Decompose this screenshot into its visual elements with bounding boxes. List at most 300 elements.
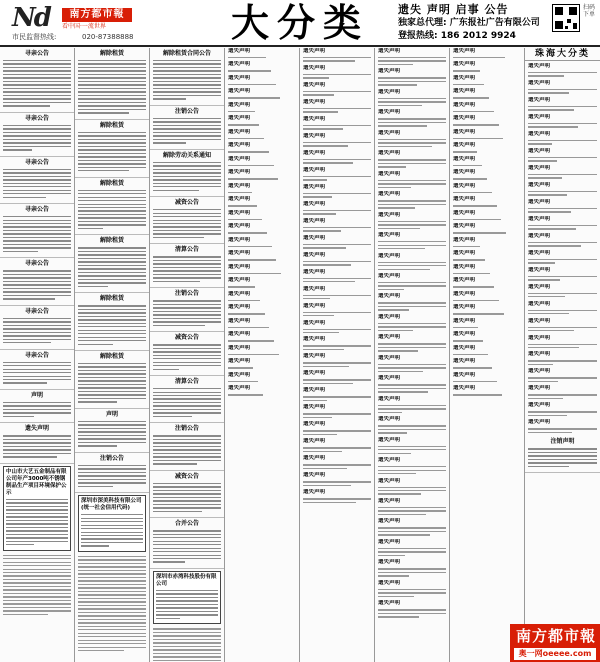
body-text [153, 435, 221, 464]
body-text [528, 360, 597, 365]
body-text [528, 123, 597, 128]
entry-label: 遗失声明 [303, 217, 326, 224]
notice-title: 注销公告 [174, 107, 199, 115]
lost-notice-entry [375, 293, 449, 313]
notice-title: 清算公告 [174, 378, 199, 386]
body-text [78, 60, 146, 114]
lost-notice-entry [225, 318, 299, 331]
entry-label: 遗失声明 [453, 344, 476, 351]
entry-label: 遗失声明 [528, 385, 551, 392]
notice-title: 声明 [105, 410, 118, 418]
lost-notice-entry [300, 218, 374, 235]
lost-notice-entry [375, 253, 449, 273]
body-text [303, 464, 371, 469]
body-text [528, 208, 597, 213]
lost-notice-entry [450, 196, 524, 209]
entry-label: 遗失声明 [303, 166, 326, 173]
boxed-notice-title: 中山市大艺五金制品有限公司年产3000吨不锈钢制品生产项目环境保护公示 [6, 468, 67, 496]
body-text [378, 405, 446, 413]
body-text [378, 241, 446, 249]
entry-label: 遗失声明 [453, 48, 476, 54]
body-text [528, 428, 597, 433]
entry-label: 遗失声明 [303, 98, 326, 105]
notice [0, 157, 74, 204]
entry-label: 遗失声明 [228, 223, 251, 230]
notice [0, 204, 74, 258]
body-text [153, 344, 221, 370]
body-text [228, 286, 296, 287]
entry-label: 遗失声明 [378, 252, 401, 259]
body-text [228, 367, 296, 368]
entry-label: 遗失声明 [303, 64, 326, 71]
entry-label: 遗失声明 [303, 149, 326, 156]
lost-notice-entry [525, 419, 600, 436]
lost-notice-entry [300, 286, 374, 303]
notice [150, 518, 224, 569]
body-text [228, 300, 296, 301]
notice-title: 解除租赁 [99, 353, 124, 360]
body-text [228, 394, 296, 395]
lost-notice-entry [300, 370, 374, 387]
entry-label: 遗失声明 [303, 268, 326, 275]
notice-title: 解除租赁 [99, 121, 124, 129]
entry-label: 遗失声明 [378, 293, 401, 300]
lost-notice-entry [525, 351, 600, 368]
body-text [528, 293, 597, 298]
entry-label: 遗失声明 [303, 234, 326, 241]
lost-notice-entry [375, 437, 449, 457]
body-text [378, 118, 446, 126]
entry-label: 遗失声明 [228, 331, 251, 338]
body-text [303, 379, 371, 384]
body-text [453, 138, 521, 139]
notice [150, 150, 224, 197]
lost-notice-entry [450, 156, 524, 169]
notice-title: 解除租赁 [99, 179, 124, 187]
lost-notice-entry [450, 277, 524, 290]
entry-label: 遗失声明 [453, 317, 476, 324]
body-text [303, 329, 371, 334]
body-text [303, 159, 371, 164]
lost-notice-entry [225, 277, 299, 290]
entry-label: 遗失声明 [528, 113, 551, 120]
lost-notice-entry [375, 171, 449, 191]
body-text [303, 278, 371, 283]
lost-notice-entry [450, 61, 524, 74]
continued-text [0, 553, 74, 619]
body-text [453, 165, 521, 166]
entry-label: 遗失声明 [378, 497, 401, 504]
entry-label: 遗失声明 [228, 61, 251, 68]
notice-title: 寻亲公告 [24, 260, 49, 268]
entry-label: 遗失声明 [453, 263, 476, 270]
body-text [378, 364, 446, 372]
body-text [453, 327, 521, 328]
lost-notice-entry [525, 80, 600, 97]
lost-notice-entry [450, 304, 524, 317]
body-text [528, 191, 597, 196]
lost-notice-entry [525, 233, 600, 250]
lost-notice-entry [450, 210, 524, 223]
newspaper-logo: 南方都市報 [62, 8, 132, 22]
body-text [378, 487, 446, 495]
lost-notice-entry [525, 148, 600, 165]
body-text [378, 446, 446, 454]
body-text [228, 138, 296, 139]
entry-label: 遗失声明 [453, 371, 476, 378]
lost-notice-entry [225, 48, 299, 61]
body-text [453, 124, 521, 125]
entry-label: 遗失声明 [378, 272, 401, 279]
lost-notice-entry [225, 237, 299, 250]
lost-notice-entry [450, 264, 524, 277]
entry-label: 遗失声明 [528, 249, 551, 256]
body-text [228, 178, 296, 179]
entry-label: 遗失声明 [528, 96, 551, 103]
body-text [378, 302, 446, 310]
notice-title: 遗失声明 [24, 425, 49, 433]
notice-title: 解除租赁 [99, 295, 124, 303]
lost-notice-entry [375, 232, 449, 252]
body-text [156, 590, 218, 619]
entry-label: 遗失声明 [378, 211, 401, 218]
entry-label: 遗失声明 [228, 169, 251, 176]
entry-label: 遗失声明 [228, 115, 251, 122]
entry-label: 遗失声明 [453, 88, 476, 95]
boxed-notice-title: 深圳市赤湾科技股份有限公司 [156, 573, 217, 587]
body-text [378, 57, 446, 65]
entry-label: 遗失声明 [378, 436, 401, 443]
entry-label: 遗失声明 [453, 61, 476, 68]
body-text [528, 310, 597, 315]
lost-notice-entry [225, 61, 299, 74]
body-text [453, 70, 521, 71]
column-5 [300, 48, 375, 662]
body-text [228, 84, 296, 85]
lost-notice-entry [225, 142, 299, 155]
entry-label: 遗失声明 [378, 600, 401, 607]
entry-label: 遗失声明 [378, 150, 401, 157]
body-text [303, 498, 371, 503]
body-text [528, 327, 597, 332]
body-text [153, 256, 221, 282]
lost-notice-entry [375, 48, 449, 68]
body-text [528, 448, 597, 467]
entry-label: 遗失声明 [453, 169, 476, 176]
entry-label: 遗失声明 [303, 472, 326, 479]
body-text [303, 210, 371, 215]
lost-notice-entry [300, 472, 374, 489]
lost-notice-entry [300, 455, 374, 472]
column-7 [450, 48, 525, 662]
body-text [228, 259, 296, 260]
body-text [453, 300, 521, 301]
entry-label: 遗失声明 [378, 579, 401, 586]
body-text [228, 111, 296, 112]
notice [75, 178, 149, 236]
body-text [303, 193, 371, 198]
entry-label: 遗失声明 [378, 354, 401, 361]
lost-notice-entry [300, 387, 374, 404]
notice [0, 258, 74, 305]
body-text [3, 125, 71, 151]
lost-notice-entry [375, 130, 449, 150]
body-text [378, 221, 446, 229]
lost-notice-entry [525, 182, 600, 199]
body-text [378, 262, 446, 270]
entry-label: 遗失声明 [453, 115, 476, 122]
column-3 [150, 48, 225, 662]
body-text [78, 556, 146, 651]
entry-label: 遗失声明 [528, 334, 551, 341]
entry-label: 遗失声明 [528, 130, 551, 137]
lost-notice-entry [225, 223, 299, 236]
lost-notice-entry [525, 402, 600, 419]
body-text [528, 106, 597, 111]
body-text [453, 232, 521, 233]
lost-notice-entry [300, 201, 374, 218]
body-text [453, 97, 521, 98]
lost-notice-entry [375, 457, 449, 477]
lost-notice-entry [525, 114, 600, 131]
body-text [303, 362, 371, 367]
body-text [528, 174, 597, 179]
body-text [453, 178, 521, 179]
entry-label: 遗失声明 [303, 353, 326, 360]
notice [75, 453, 149, 493]
body-text [453, 340, 521, 341]
entry-label: 遗失声明 [228, 74, 251, 81]
lost-notice-entry [525, 63, 600, 80]
notice [75, 235, 149, 293]
boxed-notice [78, 495, 146, 552]
brand-stamp [510, 624, 600, 662]
body-text [378, 282, 446, 290]
entry-label: 遗失声明 [378, 477, 401, 484]
body-text [153, 162, 221, 191]
entry-label: 遗失声明 [453, 358, 476, 365]
body-text [78, 305, 146, 345]
entry-label: 遗失声明 [528, 317, 551, 324]
notice-title: 注销声明 [550, 438, 575, 446]
boxed-notice [3, 466, 71, 551]
notice [150, 48, 224, 106]
entry-label: 遗失声明 [303, 421, 326, 428]
body-text [3, 169, 71, 198]
body-text [153, 300, 221, 326]
page-header [0, 0, 600, 46]
notice [150, 376, 224, 423]
body-text [378, 466, 446, 474]
entry-label: 遗失声明 [303, 370, 326, 377]
body-text [528, 394, 597, 399]
lost-notice-entry [300, 320, 374, 337]
body-text [3, 555, 71, 616]
entry-label: 遗失声明 [453, 304, 476, 311]
body-text [78, 132, 146, 172]
lost-notice-entry [375, 191, 449, 211]
entry-label: 遗失声明 [453, 155, 476, 162]
body-text [3, 318, 71, 344]
entry-label: 遗失声明 [228, 317, 251, 324]
lost-notice-entry [300, 353, 374, 370]
entry-label: 遗失声明 [453, 331, 476, 338]
body-text [303, 312, 371, 317]
entry-label: 遗失声明 [528, 402, 551, 409]
lost-notice-entry [450, 48, 524, 61]
entry-label: 遗失声明 [228, 344, 251, 351]
entry-label: 遗失声明 [303, 438, 326, 445]
lost-notice-entry [225, 210, 299, 223]
body-text [228, 124, 296, 125]
body-text [453, 111, 521, 112]
body-text [303, 345, 371, 350]
lost-notice-entry [525, 301, 600, 318]
entry-label: 遗失声明 [378, 559, 401, 566]
lost-notice-entry [300, 489, 374, 506]
body-text [3, 435, 71, 457]
notice-title: 合并公告 [174, 520, 199, 528]
body-text [153, 628, 221, 662]
lost-notice-entry [225, 156, 299, 169]
entry-label: 遗失声明 [228, 371, 251, 378]
lost-notice-entry [225, 345, 299, 358]
entry-label: 遗失声明 [228, 236, 251, 243]
body-text [378, 200, 446, 208]
entry-label: 遗失声明 [528, 266, 551, 273]
entry-label: 遗失声明 [303, 48, 326, 54]
body-text [378, 425, 446, 433]
body-text [303, 261, 371, 266]
qr-code-icon[interactable] [552, 4, 580, 32]
entry-label: 遗失声明 [453, 182, 476, 189]
hotline-label: 市民监督热线: [12, 33, 57, 41]
lost-notice-entry [225, 183, 299, 196]
notice [0, 423, 74, 463]
notice-title: 注销公告 [174, 290, 199, 298]
body-text [303, 108, 371, 113]
entry-label: 遗失声明 [528, 215, 551, 222]
lost-notice-entry [375, 478, 449, 498]
lost-notice-entry [450, 385, 524, 398]
body-text [378, 568, 446, 576]
body-text [228, 57, 296, 58]
column-1 [0, 48, 75, 662]
entry-label: 遗失声明 [378, 129, 401, 136]
entry-label: 遗失声明 [303, 489, 326, 496]
notice [75, 120, 149, 178]
notice-title: 减资公告 [174, 199, 199, 207]
notice-title: 寻亲公告 [24, 351, 49, 359]
entry-label: 遗失声明 [528, 300, 551, 307]
body-text [378, 180, 446, 188]
lost-notice-entry [525, 165, 600, 182]
body-text [303, 413, 371, 418]
stamp-url[interactable]: 奥一网oeeee.com [514, 648, 596, 660]
body-text [78, 421, 146, 447]
entry-label: 遗失声明 [378, 313, 401, 320]
lost-notice-entry [225, 115, 299, 128]
lost-notice-entry [450, 169, 524, 182]
entry-label: 遗失声明 [228, 155, 251, 162]
lost-notice-entry [225, 75, 299, 88]
zhuhai-section-title: 珠海大分类 [525, 48, 600, 61]
lost-notice-entry [525, 97, 600, 114]
body-text [228, 97, 296, 98]
entry-label: 遗失声明 [228, 182, 251, 189]
notice-title: 注销公告 [99, 454, 124, 462]
body-text [228, 70, 296, 71]
body-text [528, 225, 597, 230]
lost-notice-entry [225, 385, 299, 398]
entry-label: 遗失声明 [378, 68, 401, 75]
body-text [453, 219, 521, 220]
body-text [378, 323, 446, 331]
lost-notice-entry [375, 539, 449, 559]
column-4 [225, 48, 300, 662]
entry-label: 遗失声明 [528, 198, 551, 205]
entry-label: 遗失声明 [228, 101, 251, 108]
column-8 [525, 48, 600, 662]
lost-notice-entry [450, 129, 524, 142]
notice-title: 寻亲公告 [24, 50, 49, 57]
notice-title: 声明 [30, 391, 43, 399]
lost-notice-entry [450, 183, 524, 196]
lost-notice-entry [300, 303, 374, 320]
entry-label: 遗失声明 [303, 387, 326, 394]
entry-label: 遗失声明 [303, 336, 326, 343]
section-title: 大分类 [230, 1, 369, 45]
lost-notice-entry [225, 250, 299, 263]
body-text [528, 242, 597, 247]
body-text [78, 190, 146, 230]
body-text [453, 192, 521, 193]
notice [0, 113, 74, 157]
entry-label: 遗失声明 [528, 283, 551, 290]
notice [75, 293, 149, 351]
notice [75, 409, 149, 453]
lost-notice-entry [225, 169, 299, 182]
lost-notice-entry [300, 252, 374, 269]
lost-notice-entry [375, 375, 449, 395]
entry-label: 遗失声明 [228, 358, 251, 365]
lost-notice-entry [450, 142, 524, 155]
body-text [81, 514, 143, 547]
body-text [528, 157, 597, 162]
lost-notice-entry [300, 167, 374, 184]
notice [150, 106, 224, 150]
entry-label: 遗失声明 [528, 63, 551, 69]
body-text [153, 60, 221, 100]
entry-label: 遗失声明 [378, 334, 401, 341]
notice [150, 244, 224, 288]
lost-notice-entry [300, 48, 374, 65]
body-text [528, 259, 597, 264]
entry-label: 遗失声明 [453, 74, 476, 81]
body-text [153, 530, 221, 563]
entry-label: 遗失声明 [228, 250, 251, 257]
lost-notice-entry [225, 102, 299, 115]
body-text [303, 447, 371, 452]
lost-notice-entry [525, 131, 600, 148]
lost-notice-entry [300, 269, 374, 286]
entry-label: 遗失声明 [453, 385, 476, 392]
lost-notice-entry [375, 416, 449, 436]
entry-label: 遗失声明 [228, 263, 251, 270]
lost-notice-entry [300, 150, 374, 167]
body-text [303, 481, 371, 486]
body-text [378, 77, 446, 85]
